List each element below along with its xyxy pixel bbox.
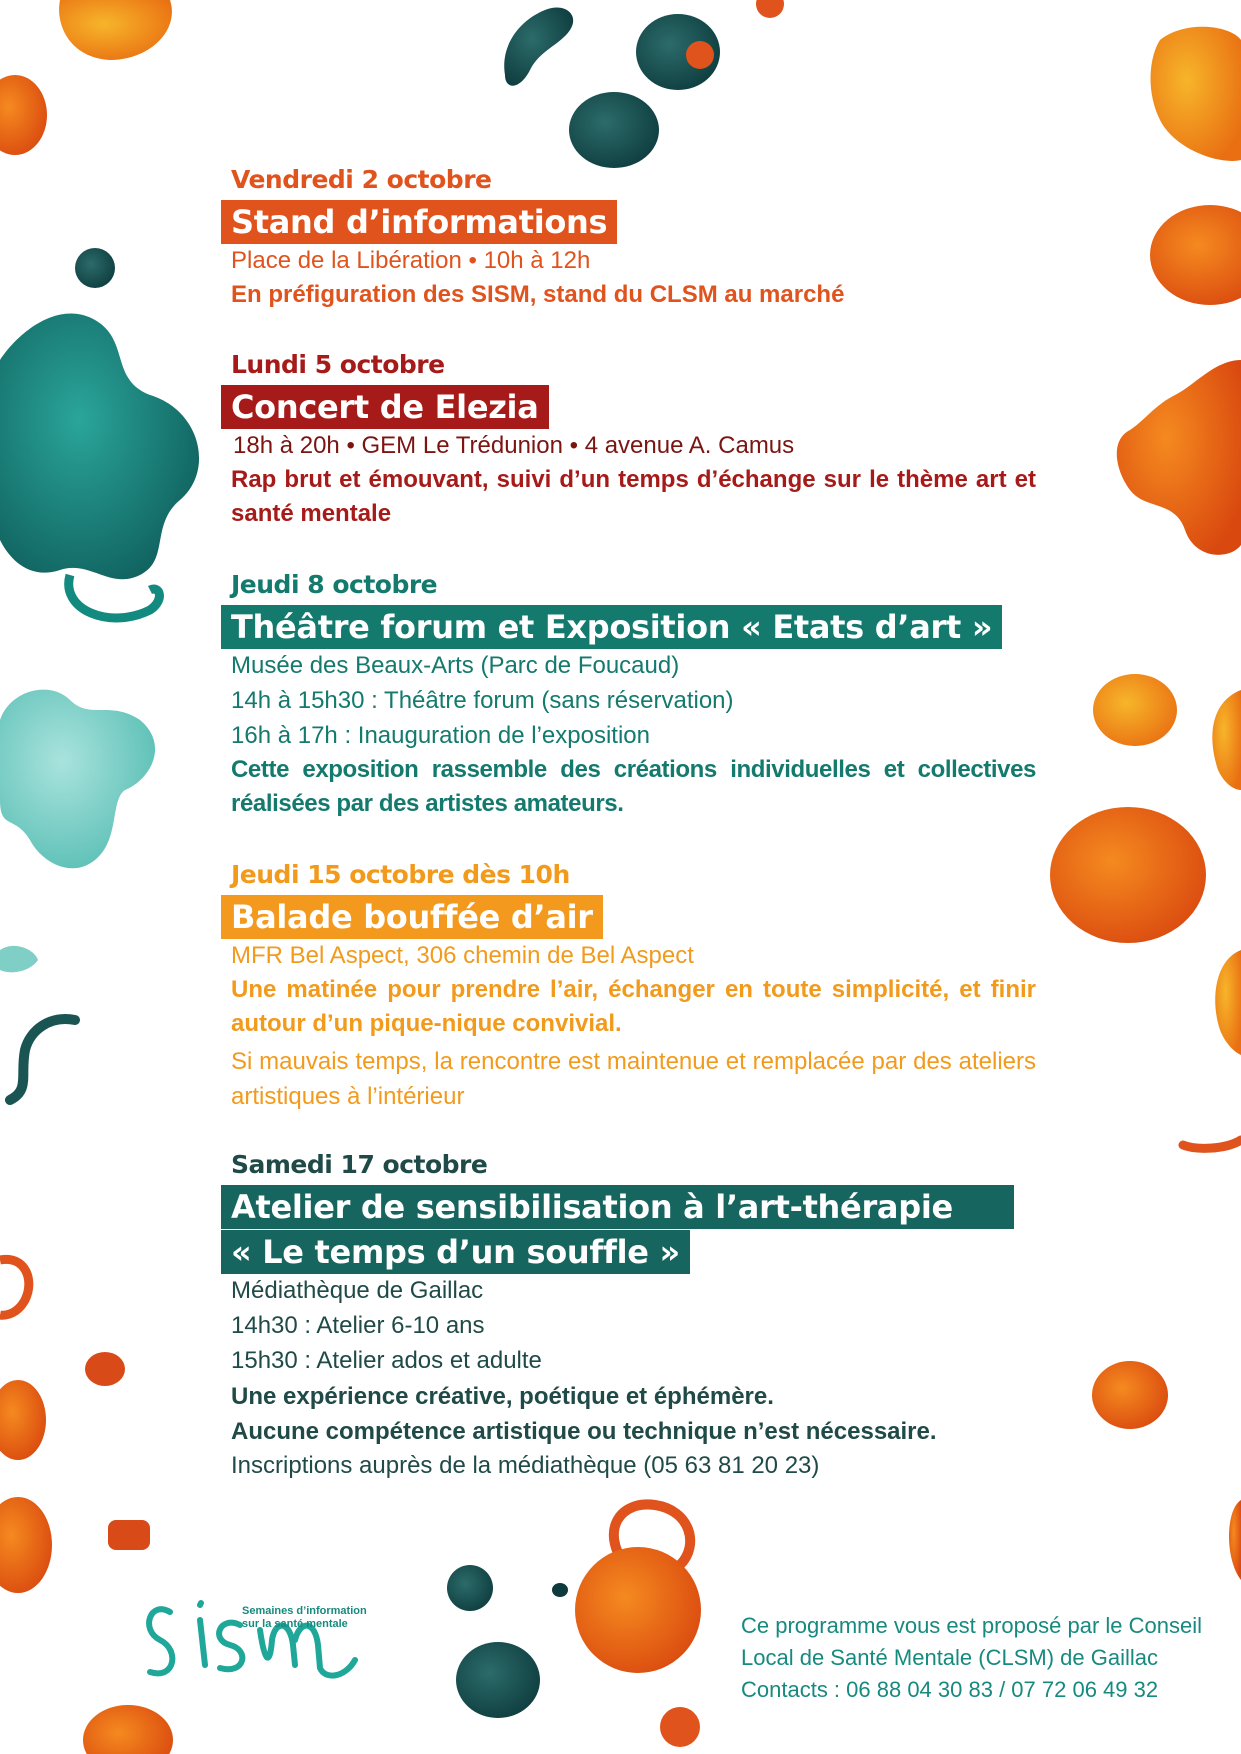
event-5-desc-line-2: Aucune compétence artistique ou technique n’est nécessaire. (231, 1418, 937, 1445)
blob-dark-squiggle (10, 1019, 75, 1100)
footer-line-2: Local de Santé Mentale (CLSM) de Gaillac (741, 1645, 1158, 1670)
blob-right-edge-bottom (1229, 1500, 1241, 1580)
event-3-date: Jeudi 8 octobre (231, 570, 438, 599)
event-3-title: Théâtre forum et Exposition « Etats d’art » (221, 605, 1002, 649)
blob-right-hook (1183, 1140, 1241, 1148)
sism-logo-tagline: Semaines d’information sur la santé mentale (242, 1605, 367, 1630)
blob-left-ring (0, 1259, 29, 1315)
footer-line-1: Ce programme vous est proposé par le Conseil (741, 1613, 1203, 1638)
event-1-line-1: Place de la Libération • 10h à 12h (231, 247, 591, 274)
blob-right-2 (1150, 205, 1241, 305)
blob-left-orange-4 (0, 1497, 52, 1593)
blob-lighteal (0, 690, 155, 869)
event-4-note: Si mauvais temps, la rencontre est maintenue et remplacée par des ateliers artistiques à l’intérieur (231, 1048, 1036, 1110)
blob-right-amber-edge (1212, 690, 1241, 790)
blob-bottom-orange-big (575, 1547, 701, 1673)
footer (741, 1610, 1221, 1706)
blob-left-orange (0, 75, 47, 155)
blob-bottom-dark-2 (456, 1642, 540, 1718)
blob-bottom-dark-3 (552, 1583, 568, 1597)
event-4-title: Balade bouffée d’air (221, 895, 603, 939)
event-3-line-3: 16h à 17h : Inauguration de l’exposition (231, 722, 650, 749)
blob-right-amber-2 (1215, 950, 1241, 1055)
event-5-title-line-2: « Le temps d’un souffle » (221, 1230, 690, 1274)
blob-top-squiggle (504, 8, 573, 86)
event-5-date: Samedi 17 octobre (231, 1150, 488, 1179)
blob-right-amber (1093, 674, 1177, 746)
event-2-date: Lundi 5 octobre (231, 350, 445, 379)
blob-top-small (756, 0, 784, 18)
event-2-line-1: 18h à 20h • GEM Le Trédunion • 4 avenue A. Camus (233, 432, 795, 459)
blob-right-top (1151, 27, 1241, 161)
blob-top-left (59, 0, 172, 60)
blob-top-orange-dot (686, 41, 714, 69)
blob-left-orange-2 (85, 1352, 125, 1386)
event-2-title: Concert de Elezia (221, 385, 549, 429)
blob-bottom-left-square (108, 1520, 150, 1550)
event-5-contact: Inscriptions auprès de la médiathèque (05 63 81 20 23) (231, 1452, 820, 1479)
blob-teal-dot (75, 248, 115, 288)
blob-left-orange-3 (0, 1380, 46, 1460)
event-3-line-2: 14h à 15h30 : Théâtre forum (sans réservation) (231, 687, 734, 714)
blob-bottom-left-orange (83, 1705, 173, 1754)
event-1-date: Vendredi 2 octobre (231, 165, 492, 194)
blob-teal-big (0, 314, 199, 580)
blob-teal-ring (69, 575, 160, 618)
event-5-title-line-1: Atelier de sensibilisation à l’art-thérapie (221, 1185, 1014, 1229)
event-5-line-1: Médiathèque de Gaillac (231, 1277, 484, 1304)
event-4-line-1: MFR Bel Aspect, 306 chemin de Bel Aspect (231, 942, 694, 969)
event-1-title: Stand d’informations (221, 200, 617, 244)
blob-right-orange-bottom (1092, 1361, 1168, 1429)
event-5-desc-line-1: Une expérience créative, poétique et éphémère. (231, 1383, 774, 1410)
event-3-desc: Cette exposition rassemble des créations individuelles et collectives réalisées par des artistes amateurs. (231, 756, 1036, 817)
blob-bottom-dark-1 (447, 1565, 493, 1611)
blob-bottom-orange-small (660, 1707, 700, 1747)
blob-right-big-orange (1050, 807, 1206, 943)
footer-line-3: Contacts : 06 88 04 30 83 / 07 72 06 49 32 (741, 1677, 1159, 1702)
event-4-desc: Une matinée pour prendre l’air, échanger en toute simplicité, et finir autour d’un pique-nique convivial. (231, 976, 1036, 1037)
event-5-line-3: 15h30 : Atelier ados et adulte (231, 1347, 542, 1374)
blob-right-flower (1117, 360, 1241, 555)
event-1-desc: En préfiguration des SISM, stand du CLSM au marché (231, 281, 845, 308)
blob-lighteal-small (0, 946, 38, 972)
blob-top-dark-2 (569, 92, 659, 168)
event-5-line-2: 14h30 : Atelier 6-10 ans (231, 1312, 485, 1339)
event-3-line-1: Musée des Beaux-Arts (Parc de Foucaud) (231, 652, 680, 679)
event-2-desc: Rap brut et émouvant, suivi d’un temps d’échange sur le thème art et santé mentale (231, 466, 1036, 527)
event-4-date: Jeudi 15 octobre dès 10h (231, 860, 570, 889)
